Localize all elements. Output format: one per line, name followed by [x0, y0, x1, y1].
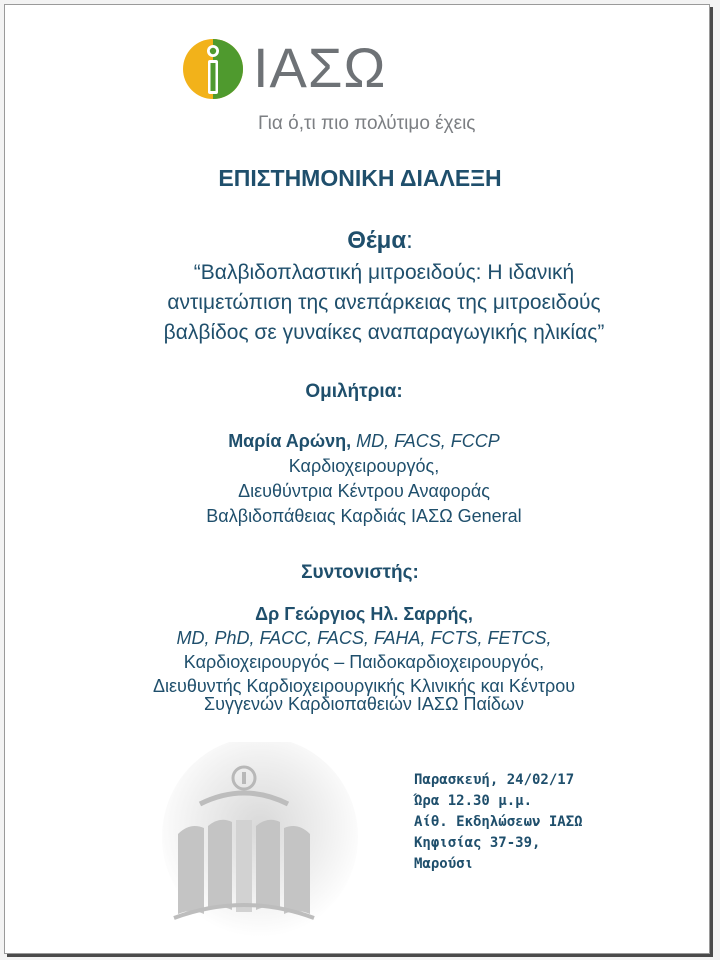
theme-heading [0, 226, 720, 256]
event-details [414, 770, 583, 875]
open-book-emblem-icon [160, 742, 360, 942]
event-date: Παρασκευή, 24/02/17 [414, 772, 575, 788]
speaker-line: Καρδιοχειρουργός, [288, 456, 440, 476]
moderator-line: Διευθυντής Καρδιοχειρουργικής Κλινικής και Κέντρου [152, 676, 576, 696]
moderator-line: Καρδιοχειρουργός – Παιδοκαρδιοχειρουργός, [183, 652, 545, 672]
theme-colon: : [406, 227, 413, 254]
moderator-name-text: Δρ Γεώργιος Ηλ. Σαρρής, [255, 604, 473, 624]
speaker-heading: Ομιλήτρια: [305, 381, 403, 402]
topic-line: βαλβίδος σε γυναίκες αναπαραγωγικής ηλικίας” [163, 321, 605, 344]
speaker-name: Μαρία Αρώνη, [228, 431, 352, 451]
topic-line: “Βαλβιδοπλαστική μιτροειδούς: Η ιδανική [193, 261, 575, 284]
event-time: Ώρα 12.30 μ.μ. [414, 793, 533, 809]
theme-label: Θέμα [347, 227, 407, 254]
event-venue: Αίθ. Εκδηλώσεων ΙΑΣΩ [414, 814, 583, 830]
moderator-credentials-text: MD, PhD, FACC, FACS, FAHA, FCTS, FETCS, [176, 628, 552, 648]
iaso-logo-icon [182, 38, 244, 100]
speaker-line: Βαλβιδοπάθειας Καρδιάς ΙΑΣΩ General [206, 506, 522, 526]
speaker-credentials: MD, FACS, FCCP [351, 431, 500, 451]
page-title: ΕΠΙΣΤΗΜΟΝΙΚΗ ΔΙΑΛΕΞΗ [218, 165, 502, 191]
logo-tagline: Για ό,τι πιο πολύτιμο έχεις [258, 113, 476, 134]
moderator-info [4, 602, 720, 716]
moderator-line: Συγγενών Καρδιοπαθειών ΙΑΣΩ Παίδων [204, 694, 524, 714]
moderator-heading: Συντονιστής: [301, 562, 419, 583]
moderator-credentials [4, 626, 720, 650]
event-address: Κηφισίας 37-39, [414, 835, 541, 851]
speaker-info [4, 429, 720, 529]
topic-line: αντιμετώπιση της ανεπάρκειας της μιτροειδούς [167, 291, 601, 314]
theme-topic [24, 258, 720, 348]
event-city: Μαρούσι [414, 856, 474, 872]
speaker-line: Διευθύντρια Κέντρου Αναφοράς [238, 481, 490, 501]
moderator-name [4, 602, 720, 626]
speaker-name-line [4, 429, 720, 454]
logo-wordmark: ΙΑΣΩ [253, 36, 387, 99]
